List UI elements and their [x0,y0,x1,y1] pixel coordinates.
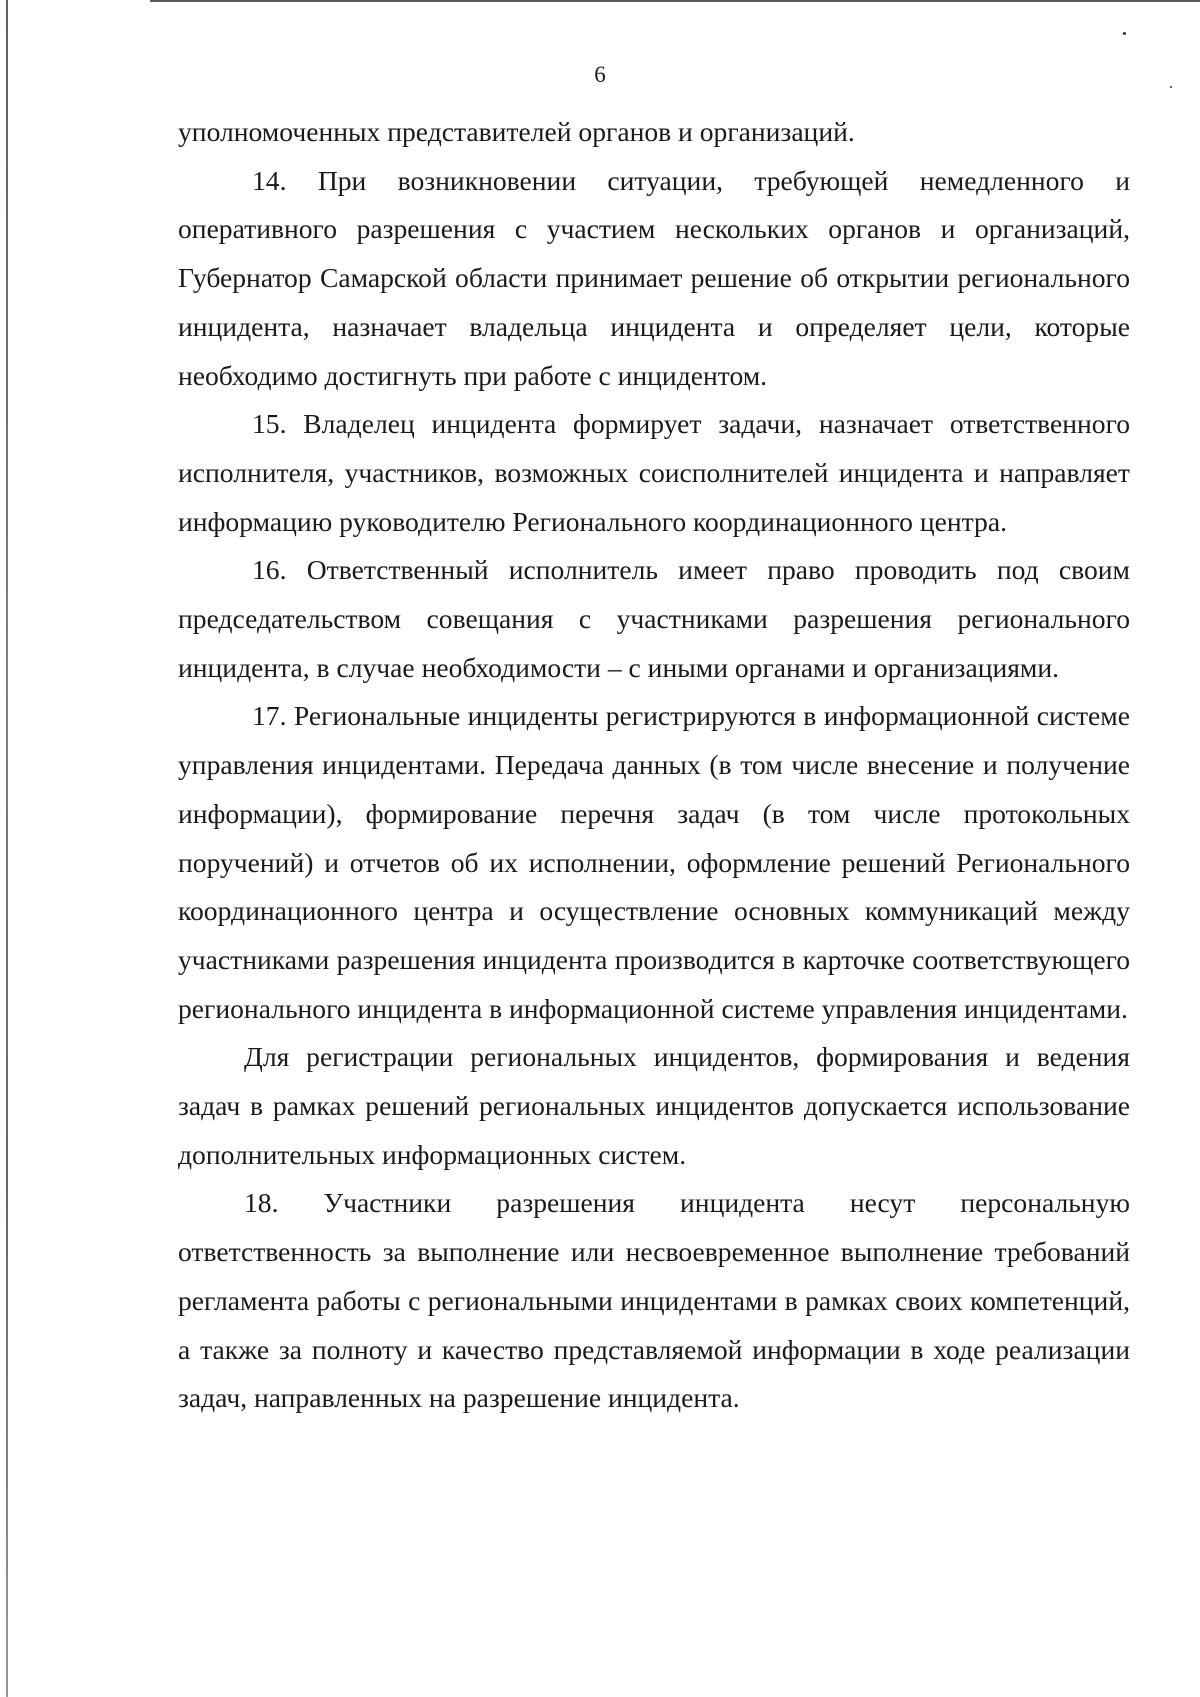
scan-speck [1123,32,1126,35]
paragraph-item-16: 16. Ответственный исполнитель имеет право проводить под своим председательством совещания с участниками разрешения регионального инцидента, в случае необходимости – с иными органами и организациями. [178,554,1130,683]
paragraph-additional-systems: Для регистрации региональных инцидентов, формирования и ведения задач в рамках решений региональных инцидентов допускается использование дополнительных информационных систем. [178,1041,1130,1170]
scan-top-edge [150,0,1200,2]
document-body [178,108,1130,1423]
paragraph-item-17: 17. Региональные инциденты регистрируются в информационной системе управления инцидентами. Передача данных (в том числе внесение и получение информации), формирование перечня задач (в том числе протокольных поручений) и отчетов об их исполнении, оформление решений Регионального координационного центра и осуществление основных коммуникаций между участниками разрешения инцидента производится в карточке соответствующего регионального инцидента в информационной системе управления инцидентами. [178,700,1130,1024]
paragraph-item-15: 15. Владелец инцидента формирует задачи, назначает ответственного исполнителя, участников, возможных соисполнителей инцидента и направляет информацию руководителю Регионального координационного центра. [178,408,1130,537]
scan-left-edge [6,0,8,1697]
paragraph-continuation: уполномоченных представителей органов и организаций. [178,116,855,147]
page-number: 6 [594,62,606,87]
paragraph-item-14: 14. При возникновении ситуации, требующей немедленного и оперативного разрешения с участием нескольких органов и организаций, Губернатор Самарской области принимает решение об открытии регионального инцидента, назначает владельца инцидента и определяет цели, которые необходимо достигнуть при работе с инцидентом. [178,164,1130,391]
paragraph-item-18: 18. Участники разрешения инцидента несут персональную ответственность за выполнение или несвоевременное выполнение требований регламента работы с региональными инцидентами в рамках своих компетенций, а также за полноту и качество представляемой информации в ходе реализации задач, направленных на разрешение инцидента. [178,1187,1130,1414]
